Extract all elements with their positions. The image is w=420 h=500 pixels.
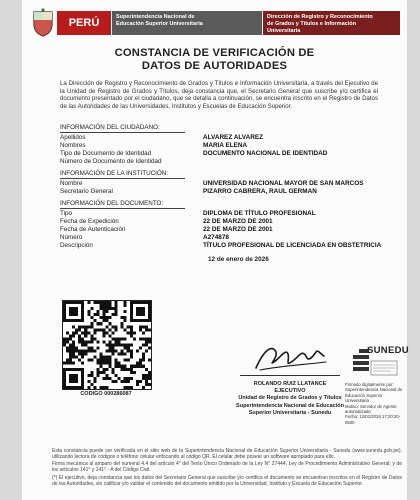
stamp-line: Firmado digitalmente por:	[345, 382, 394, 387]
peru-label: PERÚ	[57, 11, 111, 35]
citizen-id-number-label: Número de Documento de Identidad	[60, 158, 162, 165]
doc-type-label: Tipo	[60, 210, 73, 217]
stamp-line: Fecha: 12/01/2026 17:20:20-0500	[345, 414, 401, 425]
document-title-line: CONSTANCIA DE VERIFICACIÓN DE	[114, 47, 315, 59]
signer-role: EJECUTIVO	[274, 388, 306, 395]
qr-code-label: CODIGO 000286087	[80, 391, 132, 397]
footer-paragraph: Firma mecánica al amparo del numeral 4.4 del artículo 4° del Texto Único Ordenado de la Ley N° 27444, Ley de Procedimiento Administrativo General; y de los artículos 141° y 141° - A del Código Civil.	[52, 461, 402, 474]
institution-section-title: INFORMACIÓN DE LA INSTITUCIÓN:	[60, 170, 169, 177]
doc-number-label: Número	[60, 234, 83, 241]
digital-signature-stamp	[345, 382, 407, 425]
section-divider	[60, 132, 185, 133]
signer-name: ROLANDO RUIZ LLATANCE	[253, 381, 327, 387]
secretary-value: PIZARRO CABRERA, RAUL GERMAN	[203, 188, 317, 195]
footer-notes	[52, 448, 402, 488]
doc-description-label: Descripción	[60, 242, 93, 249]
citizen-name-label: Nombres	[60, 142, 86, 149]
doc-auth-date-label: Fecha de Autenticación	[60, 226, 126, 233]
signer-unit: Unidad de Registro de Grados y Títulos	[238, 395, 342, 402]
stamp-line: Educación Superior Universitaria	[345, 392, 383, 404]
document-title-line: DATOS DE AUTORIDADES	[141, 60, 288, 72]
doc-auth-date-value: 22 DE MARZO DE 2001	[203, 226, 273, 233]
document-section-title: INFORMACIÓN DEL DOCUMENTO:	[60, 200, 164, 207]
issue-date: 12 de enero de 2026	[208, 256, 269, 263]
directorate-label	[263, 11, 400, 35]
footer-paragraph: Esta constancia puede ser verificada en el sitio web de la Superintendencia Nacional de Educación Superior Universitaria - Sunedu (www.sunedu.gob.pe), utilizando lectora de códigos o teléfono celular enfocando al código QR. El celular debe poseer un software apropiado para ello.	[52, 448, 402, 461]
citizen-section-title: INFORMACIÓN DEL CIUDADANO:	[60, 124, 160, 131]
stamp-line: automatizado	[345, 409, 371, 415]
signer-org: Superintendencia Nacional de Educación	[236, 402, 344, 409]
signer-block	[222, 381, 358, 417]
institution-name-label: Nombre	[60, 180, 83, 187]
citizen-id-type-label: Tipo de Documento de Identidad	[60, 150, 152, 157]
sunedu-label-line: Superintendencia Nacional de	[116, 14, 195, 20]
citizen-surname-label: Apellidos	[60, 134, 86, 141]
sunedu-label-line: Educación Superior Universitaria	[116, 21, 203, 27]
directorate-label-line: Dirección de Registro y Reconocimiento	[267, 14, 373, 20]
doc-type-value: DIPLOMA DE TÍTULO PROFESIONAL	[203, 210, 316, 217]
sunedu-logo-text: SUNEDU	[367, 345, 409, 356]
directorate-label-line: Universitaria	[267, 28, 301, 34]
section-divider	[60, 208, 185, 209]
signer-org: Superior Universitaria - Sunedu	[248, 409, 332, 416]
stamp-line: Motivo: Servidor de Agente	[345, 403, 397, 409]
citizen-name-value: MARIA ELENA	[203, 142, 248, 149]
signature-line	[240, 375, 340, 376]
document-page	[22, 0, 407, 500]
citizen-surname-value: ALVAREZ ALVAREZ	[203, 134, 263, 141]
sunedu-label	[112, 11, 262, 35]
qr-code[interactable]	[62, 300, 152, 390]
institution-name-value: UNIVERSIDAD NACIONAL MAYOR DE SAN MARCOS	[203, 180, 364, 187]
secretary-label: Secretario General	[60, 188, 113, 195]
document-title	[22, 47, 407, 73]
stamp-line: Superintendencia Nacional de	[345, 387, 403, 393]
intro-paragraph: La Dirección de Registro y Reconocimiento de Grados y Títulos e Información Universitaria, a través del Ejecutivo de la Unidad de Registro de Grados y Títulos, deja constancia que, el Secretario General que suscribe y/o certifica el documento presentado por el ciudadano, que se detalla a continuación, se encuentra inscrito en el Registro de Datos de las Autoridades de las Universidades, Institutos y Escuelas de Educación Superior.	[60, 80, 378, 110]
doc-issue-date-value: 22 DE MARZO DE 2001	[203, 218, 273, 225]
section-divider	[60, 178, 185, 179]
qr-block	[62, 300, 150, 402]
directorate-label-line: de Grados y Títulos e Información	[267, 21, 356, 27]
doc-issue-date-label: Fecha de Expedición	[60, 218, 119, 225]
doc-number-value: A274878	[203, 234, 229, 241]
handwritten-signature	[250, 340, 330, 374]
coat-of-arms-icon	[30, 8, 56, 38]
citizen-id-type-value: DOCUMENTO NACIONAL DE IDENTIDAD	[203, 150, 328, 157]
header-banner	[30, 8, 400, 38]
footer-paragraph: (*) El ejecutivo, deja constancia que los datos del Secretario General que suscribe y/o certifica el documento se encuentran inscritos en el Registro de Datos de las Autoridades, sin calificar y/o validar el contenido del documento emitido por la Universidad, Instituto y Escuela de Educación Superior.	[52, 474, 402, 487]
doc-description-value: TÍTULO PROFESIONAL DE LICENCIADA EN OBSTETRICIA	[203, 242, 382, 249]
